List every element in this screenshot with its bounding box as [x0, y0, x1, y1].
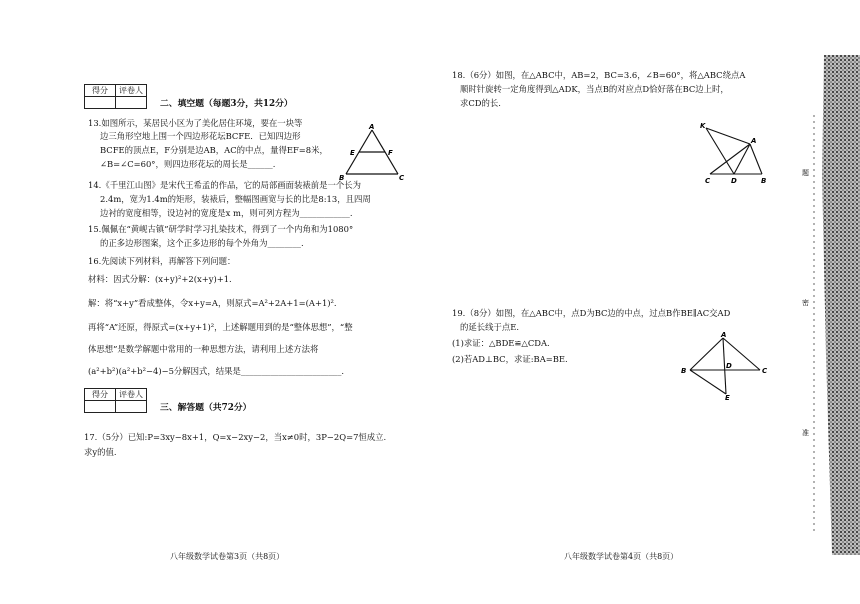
label-e: E: [725, 394, 730, 402]
q17-line: 求y的值.: [84, 447, 117, 457]
label-c: C: [705, 177, 711, 185]
binding-margin-strip: [802, 55, 860, 555]
figure-13: [336, 122, 408, 182]
score-label: 得分: [85, 85, 116, 97]
margin-char: 密: [802, 299, 809, 307]
segment-ka: [706, 128, 750, 144]
section-2-heading: 二、填空题（每题3分，共12分）: [160, 99, 293, 109]
q13-line: BCFE的顶点E，F分别是边AB，AC的中点，量得EF=8米，: [100, 145, 328, 155]
q18-line: 求CD的长.: [460, 98, 501, 108]
q15-line: 的正多边形图案，这个正多边形的每个外角为________.: [100, 238, 304, 248]
margin-char: 准: [802, 429, 809, 437]
q13-line: ∠B=∠C=60°，则四边形花坛的周长是______.: [100, 159, 276, 169]
q16-line: 体思想”是数学解题中常用的一种思想方法，请利用上述方法将: [88, 344, 319, 354]
q16-line: (a²+b²)(a²+b²−4)−5分解因式，结果是________________________.: [88, 366, 345, 376]
q19-line: (1)求证：△BDE≌△CDA.: [452, 338, 550, 348]
label-a: A: [721, 331, 727, 339]
segment-ab: [690, 338, 723, 370]
label-c: C: [762, 367, 768, 375]
score-table-1: [84, 84, 147, 109]
right-page: [430, 0, 860, 604]
label-f: F: [388, 149, 393, 157]
q16-line: 解：将“x+y”看成整体，令x+y=A，则原式=A²+2A+1=(A+1)².: [88, 298, 337, 308]
q16-line: 再将“A”还原，得原式=(x+y+1)²，上述解题用到的是“整体思想”，“整: [88, 322, 353, 332]
segment-be: [690, 370, 726, 394]
label-e: E: [350, 149, 355, 157]
grader-label: 评卷人: [116, 389, 147, 401]
segment-ad: [734, 144, 750, 174]
q13-line: 13.如图所示，某居民小区为了美化居住环境，要在一块等: [88, 118, 303, 128]
figure-19: [678, 330, 772, 400]
grader-cell: [116, 401, 147, 413]
q18-line: 顺时针旋转一定角度得到△ADK，当点B的对应点D恰好落在BC边上时，: [460, 84, 729, 94]
grader-label: 评卷人: [116, 85, 147, 97]
q18-line: 18.（6分）如图，在△ABC中，AB=2，BC=3.6，∠B=60°，将△ABC绕点A: [452, 70, 746, 80]
q16-line: 材料：因式分解：(x+y)²+2(x+y)+1.: [88, 274, 232, 284]
label-b: B: [761, 177, 767, 185]
q15-line: 15.佩佩在“黄岘古镇”研学时学习扎染技术，得到了一个内角和为1080°: [88, 224, 354, 234]
q16-line: 16.先阅读下列材料，再解答下列问题：: [88, 256, 236, 266]
section-3-heading: 三、解答题（共72分）: [160, 403, 252, 413]
segment-ac: [710, 144, 750, 174]
q13-line: 边三角形空地上围一个四边形花坛BCFE．已知四边形: [100, 131, 301, 141]
score-cell: [85, 97, 116, 109]
q17-line: 17.（5分）已知:P=3xy−8x+1，Q=x−2xy−2，当x≠0时，3P−2Q=7恒成立.: [84, 432, 387, 442]
q19-line: (2)若AD⊥BC，求证:BA=BE.: [452, 354, 568, 364]
footer-page-4: 八年级数学试卷第4页（共8页）: [564, 552, 679, 561]
score-cell: [85, 401, 116, 413]
q14-line: 2.4m，宽为1.4m的矩形，装裱后，整幅图画宽与长的比是8:13，且四周: [100, 194, 371, 204]
label-d: D: [731, 177, 737, 185]
score-label: 得分: [85, 389, 116, 401]
q14-line: 边衬的宽度相等，设边衬的宽度是x m，则可列方程为____________.: [100, 208, 353, 218]
scan-texture: [822, 55, 860, 555]
label-c: C: [399, 174, 405, 182]
grader-cell: [116, 97, 147, 109]
q19-line: 的延长线于点E.: [460, 322, 520, 332]
label-k: K: [700, 122, 706, 130]
segment-ab: [750, 144, 762, 174]
label-a: A: [751, 137, 757, 145]
label-b: B: [681, 367, 687, 375]
q19-line: 19.（8分）如图，在△ABC中，点D为BC边的中点，过点B作BE∥AC交AD: [452, 308, 731, 318]
footer-page-3: 八年级数学试卷第3页（共8页）: [170, 552, 285, 561]
margin-char: 题: [802, 169, 809, 177]
label-a: A: [369, 123, 375, 131]
label-d: D: [726, 362, 732, 370]
label-b: B: [339, 174, 345, 182]
q14-line: 14.《千里江山图》是宋代王希孟的作品，它的局部画面装裱前是一个长为: [88, 180, 361, 190]
score-table-2: [84, 388, 147, 413]
figure-18: [694, 118, 772, 190]
